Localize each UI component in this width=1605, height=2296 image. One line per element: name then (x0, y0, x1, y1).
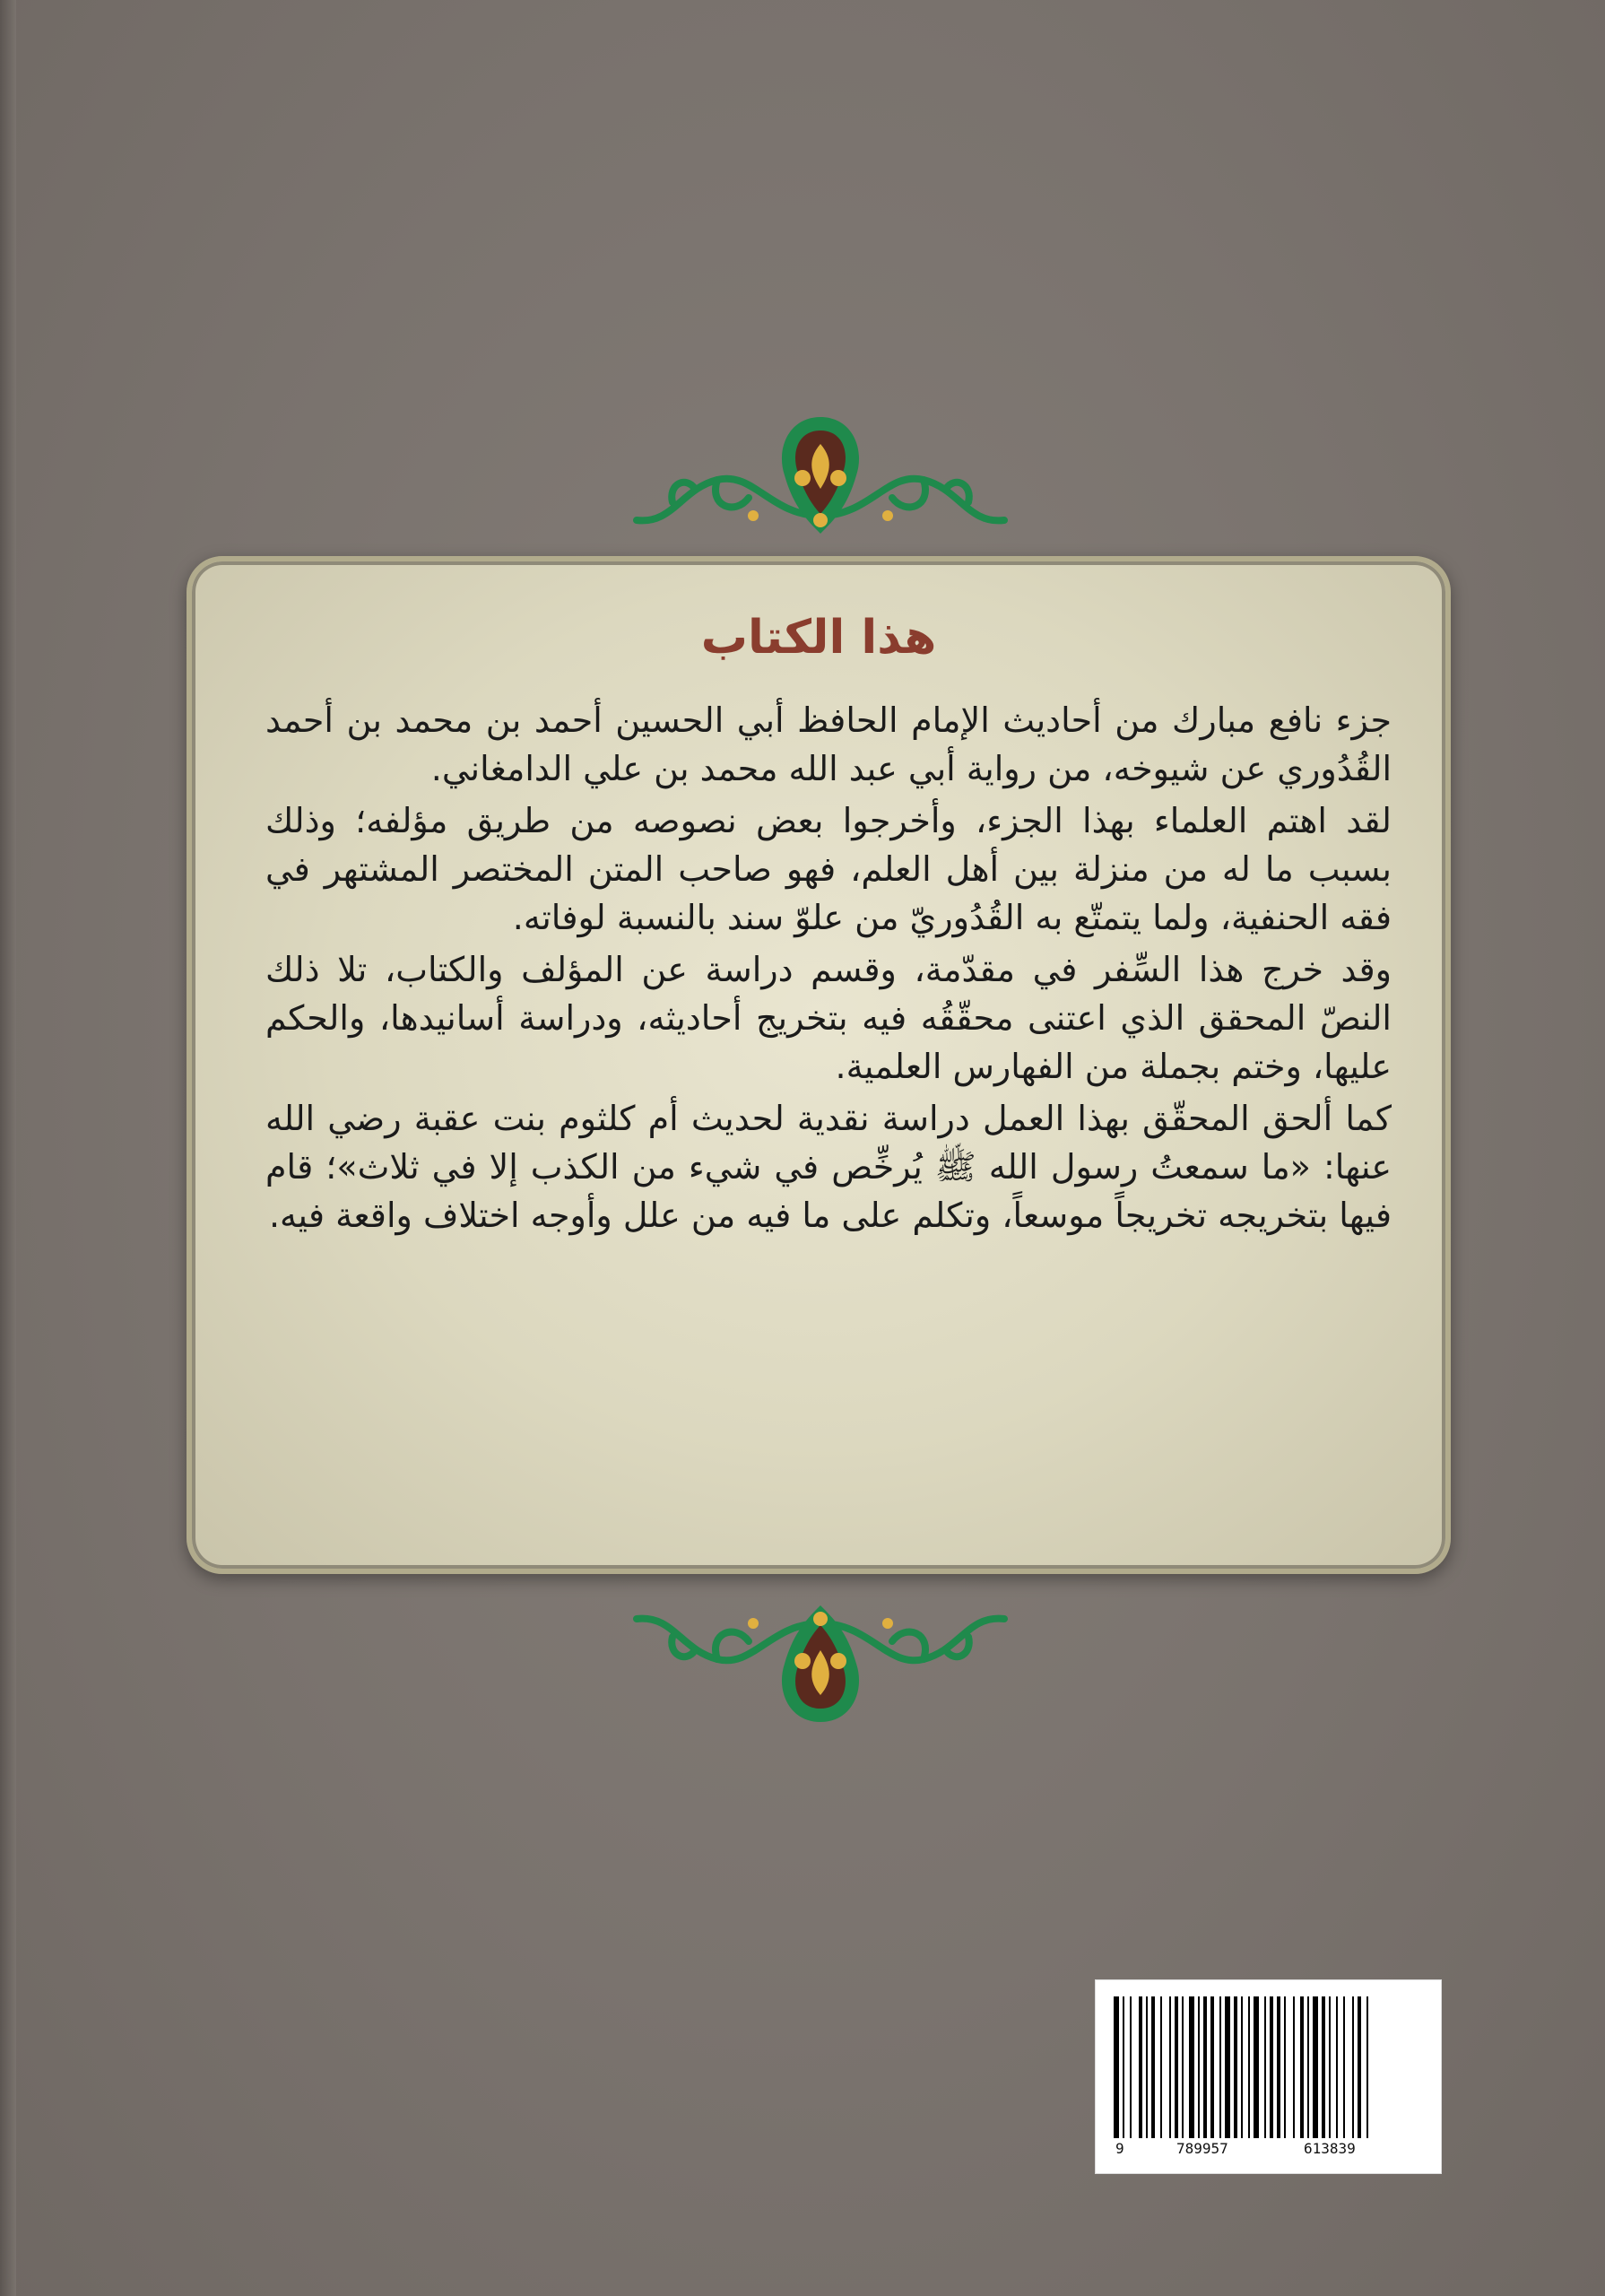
barcode-bar (1322, 1996, 1325, 2138)
isbn-prefix: 9 (1115, 2140, 1124, 2157)
top-ornament-icon (619, 408, 1022, 543)
barcode-bar (1343, 1996, 1345, 2138)
barcode-bar (1248, 1996, 1250, 2138)
barcode-bar (1182, 1996, 1184, 2138)
barcode-bar (1352, 1996, 1354, 2138)
barcode-bar (1130, 1996, 1132, 2138)
barcode-bar (1270, 1996, 1273, 2138)
barcode-bar (1123, 1996, 1124, 2138)
isbn-barcode (1096, 1980, 1441, 2173)
barcode-bar (1300, 1996, 1304, 2138)
barcode-bar (1198, 1996, 1200, 2138)
barcode-bar (1189, 1996, 1194, 2138)
barcode-bar (1210, 1996, 1214, 2138)
panel-body (265, 696, 1392, 1243)
spine-edge (0, 0, 16, 2296)
description-panel (187, 556, 1451, 1574)
barcode-bar (1160, 1996, 1162, 2138)
barcode-bar (1203, 1996, 1207, 2138)
barcode-bar (1277, 1996, 1280, 2138)
bottom-ornament-icon (619, 1596, 1022, 1731)
barcode-bar (1139, 1996, 1142, 2138)
barcode-bar (1151, 1996, 1155, 2138)
panel-title: هذا الكتاب (700, 611, 937, 665)
paragraph: جزء نافع مبارك من أحاديث الإمام الحافظ أبي الحسين أحمد بن محمد بن أحمد القُدُوري عن شيوخه، من رواية أبي عبد الله محمد بن علي الدامغاني. (265, 700, 1392, 788)
barcode-bars (1114, 1996, 1423, 2138)
paragraph: كما ألحق المحقّق بهذا العمل دراسة نقدية لحديث أم كلثوم بنت عقبة رضي الله عنها: «ما سمعتُ رسول الله ﷺ يُرخِّص في شيء من الكذب إلا في ثلاث»؛ قام فيها بتخريجه تخريجاً موسعاً، وتكلم على ما فيه من علل وأوجه اختلاف واقعة فيه. (265, 1099, 1392, 1235)
barcode-bar (1313, 1996, 1318, 2138)
barcode-bar (1307, 1996, 1309, 2138)
barcode-bar (1284, 1996, 1286, 2138)
paragraph: وقد خرج هذا السِّفر في مقدّمة، وقسم دراسة عن المؤلف والكتاب، تلا ذلك النصّ المحقق الذي اعتنى محقّقُه فيه بتخريج أحاديثه، ودراسة أسانيدها، والحكم عليها، وختم بجملة من الفهارس العلمية. (265, 950, 1392, 1086)
barcode-bar (1358, 1996, 1361, 2138)
barcode-bar (1225, 1996, 1230, 2138)
barcode-bar (1219, 1996, 1221, 2138)
barcode-bar (1254, 1996, 1259, 2138)
barcode-bar (1241, 1996, 1243, 2138)
isbn-group: 789957 (1176, 2140, 1228, 2157)
barcode-bar (1169, 1996, 1171, 2138)
barcode-bar (1114, 1996, 1119, 2138)
barcode-bar (1234, 1996, 1237, 2138)
barcode-bar (1264, 1996, 1266, 2138)
isbn-suffix: 613839 (1304, 2140, 1356, 2157)
barcode-bar (1293, 1996, 1295, 2138)
barcode-bar (1175, 1996, 1178, 2138)
barcode-bar (1329, 1996, 1331, 2138)
barcode-bar (1336, 1996, 1338, 2138)
barcode-bar (1366, 1996, 1368, 2138)
barcode-bar (1146, 1996, 1148, 2138)
paragraph: لقد اهتم العلماء بهذا الجزء، وأخرجوا بعض نصوصه من طريق مؤلفه؛ وذلك بسبب ما له من منزلة بين أهل العلم، فهو صاحب المتن المختصر المشتهر في فقه الحنفية، ولما يتمتّع به القُدُوريّ من علوّ سند بالنسبة لوفاته. (265, 801, 1392, 937)
